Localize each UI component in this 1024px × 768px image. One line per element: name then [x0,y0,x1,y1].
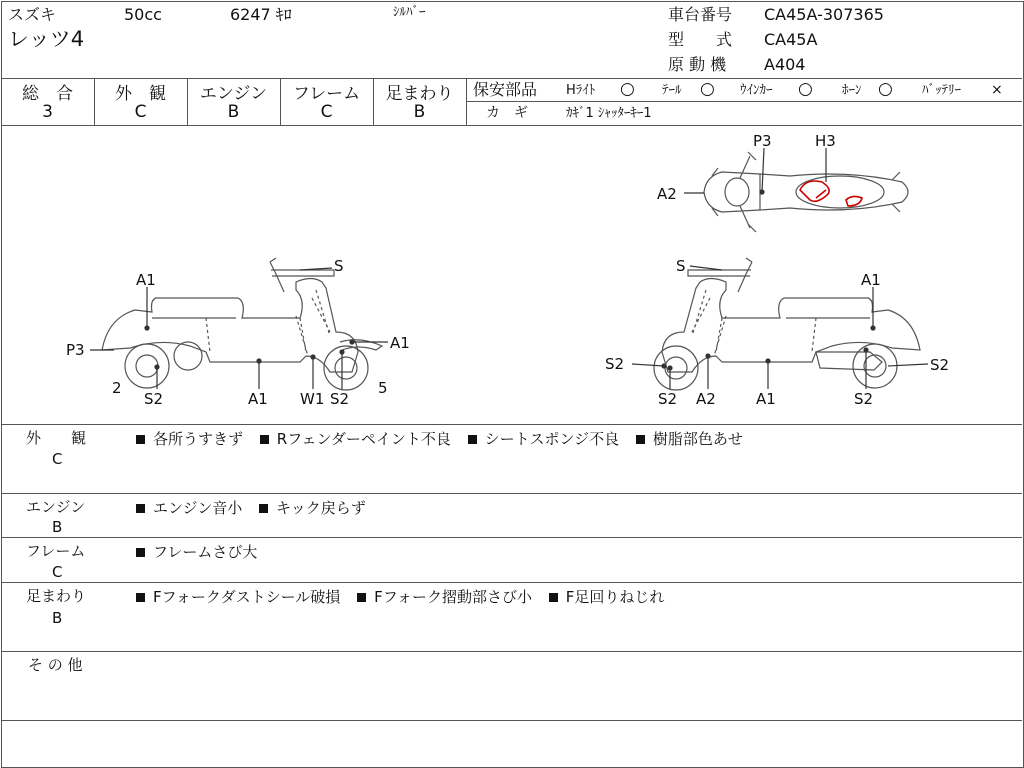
frame-no-label: 車台番号 [668,5,733,24]
diagram-label: H3 [815,132,836,150]
diagram-label: A1 [248,390,268,408]
model-name: レッツ4 [8,27,85,51]
diagram-label: S2 [605,355,625,373]
remark-item: Rフェンダーペイント不良 [276,430,451,448]
grid-line [1,651,1022,652]
bullet-square-icon [260,435,269,444]
type-value: CA45A [764,30,818,49]
remark-other-label: そ の 他 [28,656,83,674]
diagram-label: A2 [657,185,677,203]
diagram-label: A1 [390,334,410,352]
diagram-label: A1 [756,390,776,408]
remark-frame-items [136,541,269,562]
bullet-square-icon [259,504,268,513]
mileage: 6247 ｷﾛ [230,5,292,24]
remark-exterior-grade: C [52,450,63,468]
key-label: カ ギ [486,105,528,121]
diagram-label: S2 [330,390,350,408]
remark-item: Fフォーク摺動部さび小 [374,588,532,606]
remark-item: F足回りねじれ [565,588,665,606]
remark-frame-label: フレーム [26,542,86,560]
safety-title: 保安部品 [473,80,538,99]
diagram-label: 5 [378,379,388,397]
grade-exterior-label: 外 観 [115,84,166,104]
remark-engine-grade: B [52,518,63,536]
remark-suspension-label: 足まわり [26,587,87,605]
grid-line [1,493,1022,494]
grade-exterior-value: C [134,102,147,122]
safety-tail-label: ﾃｰﾙ [662,83,682,98]
scooter-diagram [0,126,1024,424]
safety-battery-label: ﾊﾞｯﾃﾘｰ [922,83,961,98]
remark-item: シートスポンジ不良 [484,430,620,448]
safety-tail-mark: ○ [700,79,715,99]
grid-line [1,424,1022,425]
bullet-square-icon [636,435,645,444]
safety-horn-label: ﾎｰﾝ [842,83,862,98]
remark-item: 各所うすきず [153,430,244,448]
bullet-square-icon [136,435,145,444]
bullet-square-icon [136,548,145,557]
diagram-label: 2 [112,379,122,397]
grade-frame-label: フレーム [292,84,361,104]
remark-frame-grade: C [52,563,63,581]
grade-engine-value: B [227,102,240,122]
diagram-label: S2 [144,390,164,408]
diagram-label: A2 [696,390,716,408]
remark-item: エンジン音小 [153,499,243,517]
remark-exterior-items [136,428,755,449]
remark-item: 樹脂部色あせ [652,430,743,448]
grid-line [1,537,1022,538]
top-scooter-drawing [704,152,908,232]
bullet-square-icon [357,593,366,602]
remark-item: フレームさび大 [153,543,258,561]
type-label: 型 式 [668,30,733,49]
remark-item: Fフォークダストシール破損 [153,588,341,606]
bullet-square-icon [136,593,145,602]
maker: スズキ [8,5,57,24]
diagram-label: S [334,257,344,275]
diagram-label: S2 [854,390,874,408]
safety-hlight-mark: ○ [620,79,635,99]
remark-engine-label: エンジン [26,498,86,516]
grade-total-value: 3 [42,102,53,122]
key-value: ｶｷﾞ1 ｼｬｯﾀｰｷｰ1 [566,106,652,121]
grid-line [466,78,467,125]
safety-hlight-label: Hﾗｲﾄ [566,83,596,98]
grid-line [1,720,1022,721]
diagram-label: S2 [658,390,678,408]
safety-winker-label: ｳｲﾝｶｰ [740,83,773,98]
safety-battery-mark: × [991,82,1003,98]
safety-winker-mark: ○ [798,79,813,99]
grade-suspension-value: B [413,102,426,122]
remark-item: キック戻らず [276,499,366,517]
grid-line [1,582,1022,583]
safety-horn-mark: ○ [878,79,893,99]
grade-frame-value: C [320,102,333,122]
grade-suspension-label: 足まわり [385,84,454,104]
displacement: 50cc [124,5,162,24]
engine-label: 原 動 機 [668,55,727,74]
diagram-label: W1 [300,390,325,408]
bullet-square-icon [549,593,558,602]
diagram-label: A1 [861,271,881,289]
grade-engine-label: エンジン [199,84,268,104]
diagram-label: P3 [66,341,85,359]
remark-suspension-grade: B [52,609,63,627]
remark-engine-items [136,497,378,518]
grid-line [466,101,1022,102]
bullet-square-icon [468,435,477,444]
diagram-label: P3 [753,132,772,150]
frame-no: CA45A-307365 [764,5,884,24]
damage-marks [800,181,862,206]
color: ｼﾙﾊﾞｰ [393,5,426,20]
engine-value: A404 [764,55,806,74]
diagram-label: S [676,257,686,275]
diagram-label: S2 [930,356,950,374]
remark-exterior-label: 外 観 [26,429,87,447]
bullet-square-icon [136,504,145,513]
grade-total-label: 総 合 [22,84,73,104]
diagram-label: A1 [136,271,156,289]
remark-suspension-items [136,586,676,607]
